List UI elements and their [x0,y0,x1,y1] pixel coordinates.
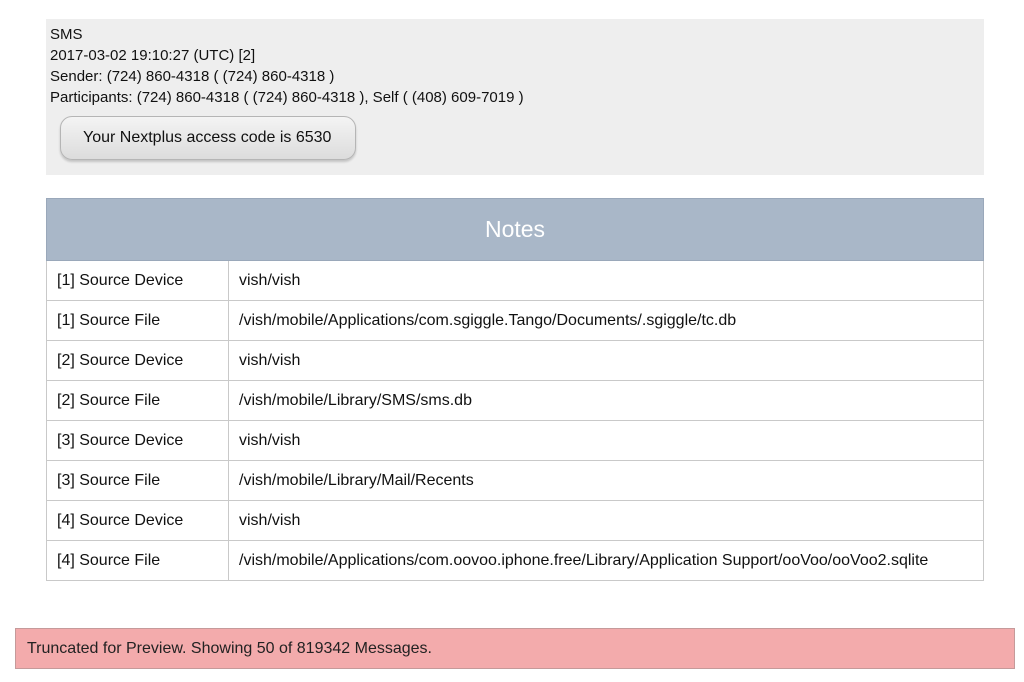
note-value: vish/vish [229,341,984,381]
message-bubble [60,116,356,160]
message-metadata [50,24,524,108]
note-key: [4] Source Device [47,501,229,541]
note-key: [2] Source File [47,381,229,421]
message-participants: Participants: (724) 860-4318 ( (724) 860-4318 ), Self ( (408) 609-7019 ) [50,89,524,106]
note-key: [3] Source File [47,461,229,501]
note-key: [1] Source Device [47,261,229,301]
table-row [47,541,984,581]
table-row [47,341,984,381]
table-row [47,301,984,341]
truncation-notice-text: Truncated for Preview. Showing 50 of 819342 Messages. [27,639,432,657]
table-row [47,381,984,421]
note-value: vish/vish [229,261,984,301]
notes-header-row [47,199,984,261]
table-row [47,461,984,501]
table-row [47,421,984,461]
table-row [47,261,984,301]
notes-title: Notes [47,199,984,261]
note-value: /vish/mobile/Applications/com.oovoo.iphone.free/Library/Application Support/ooVoo/ooVoo2.sqlite [229,541,984,581]
note-value: vish/vish [229,421,984,461]
note-key: [2] Source Device [47,341,229,381]
note-value: /vish/mobile/Applications/com.sgiggle.Tango/Documents/.sgiggle/tc.db [229,301,984,341]
note-key: [1] Source File [47,301,229,341]
message-type-label: SMS [50,26,83,43]
message-sender: Sender: (724) 860-4318 ( (724) 860-4318 ) [50,68,335,85]
notes-table [46,198,984,581]
message-body-text: Your Nextplus access code is 6530 [83,129,332,146]
note-key: [3] Source Device [47,421,229,461]
sms-message-block [46,19,984,175]
truncation-notice-banner [15,628,1015,669]
table-row [47,501,984,541]
note-value: /vish/mobile/Library/Mail/Recents [229,461,984,501]
note-value: vish/vish [229,501,984,541]
note-key: [4] Source File [47,541,229,581]
message-timestamp: 2017-03-02 19:10:27 (UTC) [2] [50,47,256,64]
note-value: /vish/mobile/Library/SMS/sms.db [229,381,984,421]
